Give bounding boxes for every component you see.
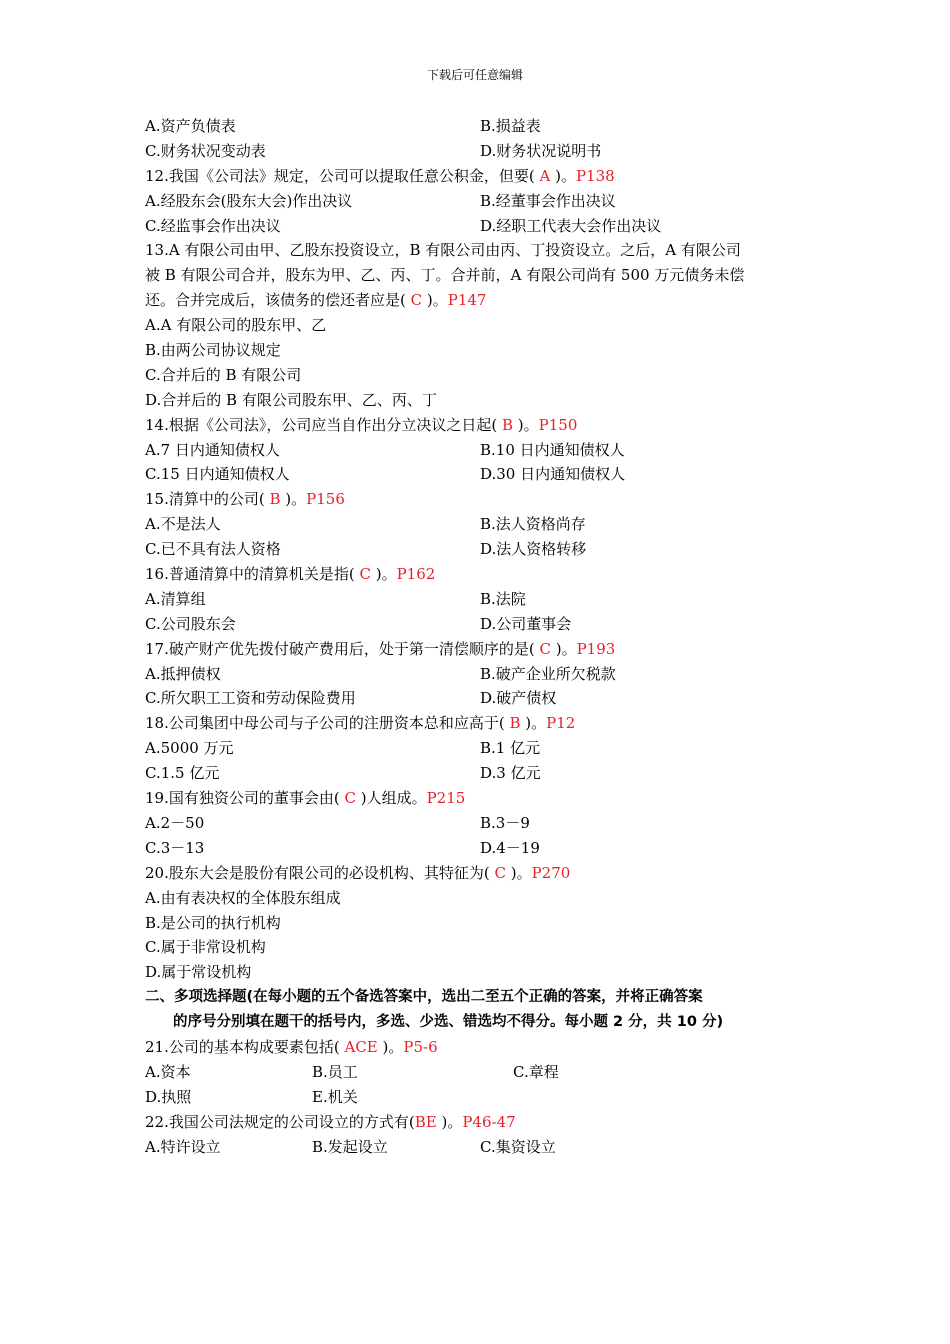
option-text: C.公司股东会 <box>145 614 236 633</box>
option-text: B.10 日内通知债权人 <box>480 440 625 459</box>
question-tail: )。 <box>555 166 576 185</box>
text-line: C.属于非常设机构 <box>145 938 266 957</box>
answer-text: C <box>405 291 427 310</box>
question-line <box>145 861 825 886</box>
page-reference: P5-6 <box>403 1037 438 1056</box>
option-text: D.3 亿元 <box>480 764 541 783</box>
option-row <box>145 189 825 214</box>
answer-text: BE <box>414 1112 437 1131</box>
question-line <box>145 1035 825 1060</box>
question-text: 16.普通清算中的清算机关是指( <box>145 565 355 584</box>
text-line: 被 B 有限公司合并，股东为甲、乙、丙、丁。合并前，A 有限公司尚有 500 万元债务未偿 <box>145 266 745 285</box>
answer-text: ACE <box>339 1037 378 1056</box>
question-tail: )。 <box>555 639 577 658</box>
option-text: B.破产企业所欠税款 <box>480 664 616 683</box>
option-row <box>145 214 825 239</box>
question-text: 17.破产财产优先拨付破产费用后，处于第一清偿顺序的是( <box>145 639 535 658</box>
option-text: C.1.5 亿元 <box>145 764 220 783</box>
question-text: 21.公司的基本构成要素包括( <box>145 1037 340 1056</box>
option-text: A.资产负债表 <box>145 117 236 135</box>
option-text: B.经董事会作出决议 <box>480 191 616 210</box>
option-row <box>145 662 825 687</box>
option-row <box>145 512 825 537</box>
option-text: A.5000 万元 <box>145 739 234 758</box>
question-tail: )。 <box>426 291 448 310</box>
option-text: A.2－50 <box>145 813 205 832</box>
text-line: D.属于常设机构 <box>145 963 252 982</box>
section-heading: 二、多项选择题(在每小题的五个备选答案中，选出二至五个正确的答案，并将正确答案 <box>145 989 703 1006</box>
option-text: A.经股东会(股东大会)作出决议 <box>145 191 353 210</box>
question-line <box>145 413 825 438</box>
option-text: B.员工 <box>312 1062 358 1081</box>
option-row <box>145 537 825 562</box>
page-reference: P138 <box>575 166 615 185</box>
answer-text: A <box>534 166 556 185</box>
option-text: D.法人资格转移 <box>480 540 587 559</box>
question-line <box>145 786 825 811</box>
option-text: A.不是法人 <box>145 515 221 534</box>
option-text: D.4－19 <box>480 838 540 857</box>
question-text: 14.根据《公司法》，公司应当自作出分立决议之日起( <box>145 415 498 434</box>
page-reference: P270 <box>531 863 571 882</box>
question-text: 12.我国《公司法》规定，公司可以提取任意公积金，但要( <box>145 166 535 185</box>
answer-text: B <box>497 415 518 434</box>
option-row <box>145 811 825 836</box>
option-text: D.30 日内通知债权人 <box>480 465 626 484</box>
text-line: C.合并后的 B 有限公司 <box>145 365 302 384</box>
option-row <box>145 736 825 761</box>
option-text: D.执照 <box>145 1087 192 1106</box>
option-row <box>145 836 825 861</box>
text-line: B.由两公司协议规定 <box>145 341 281 360</box>
option-row <box>145 1085 825 1110</box>
option-text: B.法院 <box>480 589 526 608</box>
text-line: 13.A 有限公司由甲、乙股东投资设立，B 有限公司由丙、丁投资设立。之后，A 有限公司 <box>145 241 741 260</box>
option-text: B.1 亿元 <box>480 739 541 758</box>
option-row <box>145 462 825 487</box>
page-reference: P193 <box>576 639 616 658</box>
option-row <box>145 761 825 786</box>
option-row <box>145 114 825 139</box>
question-tail: )。 <box>510 863 532 882</box>
option-text: D.财务状况说明书 <box>480 141 602 160</box>
section-heading: 的序号分别填在题干的括号内，多选、少选、错选均不得分。每小题 2 分，共 10 分) <box>173 1014 724 1031</box>
question-text: 18.公司集团中母公司与子公司的注册资本总和应高于( <box>145 714 505 733</box>
page-reference: P156 <box>306 490 345 509</box>
option-text: A.清算组 <box>145 589 206 608</box>
question-tail: )人组成。 <box>355 789 427 808</box>
option-text: A.特许设立 <box>145 1137 221 1156</box>
text-line: D.合并后的 B 有限公司股东甲、乙、丙、丁 <box>145 390 437 409</box>
page-reference: P147 <box>447 291 487 310</box>
option-text: C.已不具有法人资格 <box>145 540 281 559</box>
option-text: C.15 日内通知债权人 <box>145 465 290 484</box>
page-reference: P162 <box>396 565 436 584</box>
option-text: B.3－9 <box>480 813 530 832</box>
option-text: D.公司董事会 <box>480 614 572 633</box>
option-text: C.经监事会作出决议 <box>145 216 281 235</box>
question-line <box>145 637 825 662</box>
option-row <box>145 686 825 711</box>
question-line <box>145 562 825 587</box>
question-line <box>145 288 825 313</box>
option-row <box>145 612 825 637</box>
answer-text: C <box>354 565 376 584</box>
question-line <box>145 164 825 189</box>
option-text: A.资本 <box>145 1062 191 1081</box>
page-reference: P12 <box>546 714 576 733</box>
page-header: 下载后可任意编辑 <box>426 68 523 82</box>
option-text: C.章程 <box>513 1062 559 1081</box>
option-row <box>145 1060 825 1085</box>
question-line <box>145 487 825 512</box>
option-text: C.集资设立 <box>480 1137 556 1156</box>
page-reference: P150 <box>538 415 578 434</box>
option-text: B.损益表 <box>480 117 541 135</box>
question-tail: )。 <box>517 415 539 434</box>
option-text: E.机关 <box>312 1087 358 1106</box>
question-text: 还。合并完成后，该债务的偿还者应是( <box>145 291 406 310</box>
answer-text: B <box>504 714 526 733</box>
question-tail: )。 <box>436 1112 463 1131</box>
option-text: C.所欠职工工资和劳动保险费用 <box>145 689 356 708</box>
option-row <box>145 438 825 463</box>
option-row <box>145 139 825 164</box>
option-row <box>145 1135 825 1160</box>
question-text: 15.清算中的公司( <box>145 490 265 509</box>
question-line <box>145 1110 825 1135</box>
option-text: D.经职工代表大会作出决议 <box>480 216 662 235</box>
answer-text: C <box>534 639 556 658</box>
option-text: A.抵押债权 <box>145 664 221 683</box>
document-body <box>145 114 825 1159</box>
option-text: B.法人资格尚存 <box>480 515 586 534</box>
text-line: A.A 有限公司的股东甲、乙 <box>145 316 327 335</box>
answer-text: C <box>339 789 356 808</box>
option-text: C.3－13 <box>145 838 205 857</box>
question-tail: )。 <box>525 714 547 733</box>
question-text: 20.股东大会是股份有限公司的必设机构、其特征为( <box>145 863 490 882</box>
text-line: B.是公司的执行机构 <box>145 913 281 932</box>
answer-text: C <box>489 863 511 882</box>
text-line: A.由有表决权的全体股东组成 <box>145 888 341 907</box>
question-text: 22.我国公司法规定的公司设立的方式有( <box>145 1112 415 1131</box>
answer-text: B <box>264 490 286 509</box>
page-reference: P215 <box>426 789 466 808</box>
question-tail: )。 <box>375 565 397 584</box>
page-reference: P46-47 <box>462 1112 516 1131</box>
option-text: D.破产债权 <box>480 689 557 708</box>
question-tail: )。 <box>285 490 307 509</box>
question-line <box>145 711 825 736</box>
question-text: 19.国有独资公司的董事会由( <box>145 789 340 808</box>
option-row <box>145 587 825 612</box>
option-text: A.7 日内通知债权人 <box>145 440 280 459</box>
question-tail: )。 <box>377 1037 404 1056</box>
option-text: C.财务状况变动表 <box>145 141 266 160</box>
option-text: B.发起设立 <box>312 1137 388 1156</box>
